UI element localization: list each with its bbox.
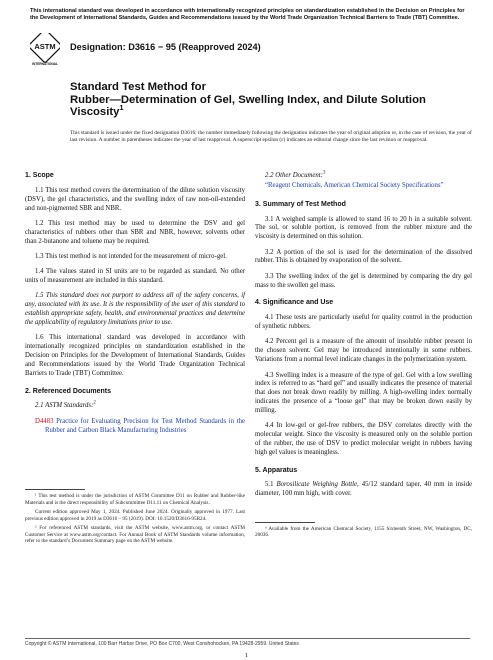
svg-text:INTERNATIONAL: INTERNATIONAL — [32, 62, 58, 66]
para-3-3: 3.3 The swelling index of the gel is determined by comparing the dry gel mass to the swollen gel mass. — [255, 272, 472, 289]
para-1-3: 1.3 This test method is not intended for the measurement of micro-gel. — [35, 252, 227, 260]
para-2-2: 2.2 Other Document:$^3$ — [265, 170, 326, 179]
section-5-heading: 5. Apparatus — [255, 466, 298, 474]
para-1-4: 1.4 The values stated in SI units are to be regarded as standard. No other units of measurement are included in this standard. — [25, 268, 245, 285]
document-title — [70, 81, 470, 119]
para-2-1: 2.1 ASTM Standards:$^2$ — [35, 401, 96, 410]
page-number: 1 — [244, 652, 249, 659]
copyright-footer: Copyright © ASTM International, 100 Barr Harbor Drive, PO Box C700, West Conshohocken, PA 19428-2959. United States — [25, 638, 470, 647]
astm-logo — [30, 33, 60, 67]
footnote-1: ¹ This test method is under the jurisdiction of ASTM Committee D11 on Rubber and Rubber-like Materials and is the direct responsibility of Subcommittee D11.11 on Chemical Analysis. — [25, 493, 245, 506]
para-4-2: 4.2 Percent gel is a measure of the amount of insoluble rubber present in the chosen solvent. Gel may be introduced intentionally in some rubbers. Variations from a normal level indicate changes in the polymerization system. — [255, 338, 472, 364]
para-4-3: 4.3 Swelling index is a measure of the type of gel. Gel with a low swelling index is referred to as “hard gel” and usually indicates the presence of material that does not break down readily by milling. A high-swelling index normally indicates the presence of a “loose gel” that may be broken down easily by milling. — [255, 371, 472, 414]
ref-title-link[interactable]: Practice for Evaluating Precision for Test Method Standards in the Rubber and Carbon Black Manufacturing Industries — [45, 417, 245, 434]
para-1-1: 1.1 This test method covers the determination of the dilute solution viscosity (DSV), the gel characteristics, and the swelling index of raw non-oil-extended and non-pigmented SBR and NBR. — [25, 186, 245, 212]
ref-code-link[interactable]: D4483 — [35, 417, 54, 425]
para-3-1: 3.1 A weighed sample is allowed to stand 16 to 20 h in a suitable solvent. The sol, or soluble portion, is removed from the rubber mixture and the viscosity is determined on this solution. — [255, 215, 472, 241]
para-1-5: 1.5 This standard does not purport to address all of the safety concerns, if any, associated with its use. It is the responsibility of the user of this standard to establish appropriate safety, health, and environmental practices and determine the applicability of regulatory limitations prior to use. — [25, 292, 245, 326]
footnote-rule — [25, 489, 85, 490]
title-line-2: Rubber—Determination of Gel, Swelling Index, and Dilute Solution Viscosity$^1$ — [70, 93, 426, 119]
footnote-1-edition: Current edition approved May 1, 2024. Published June 2024. Originally approved in 1977. Last previous edition approved in 2019 as D3616 – 95 (2019). DOI: 10.1520/D3616-95R24. — [25, 509, 245, 522]
para-4-4: 4.4 In low-gel or gel-free rubbers, the DSV correlates directly with the molecular weight. Since the viscosity is measured only on the soluble portion of the rubber, the use of DSV to predict molecular weight in rubbers having high gel values is meaningless. — [255, 422, 472, 456]
designation: Designation: D3616 − 95 (Reapproved 2024) — [70, 42, 261, 52]
right-column — [255, 172, 472, 542]
svg-text:ASTM: ASTM — [34, 42, 56, 51]
footnote-rule-right — [255, 522, 315, 523]
title-footnote-mark: 1 — [119, 103, 124, 113]
other-document-link[interactable]: “Reagent Chemicals, American Chemical Society Specifications” — [265, 181, 444, 189]
section-3-heading: 3. Summary of Test Method — [255, 200, 346, 208]
tbt-notice: This international standard was developed in accordance with internationally recognized principles on standardization established in the Decision on Principles for the Development of International Standards, Guides and Recommendations issued by the World Trade Organization Technical Barriers to Trade (TBT) Committee. — [30, 8, 465, 21]
section-1-heading: 1. Scope — [25, 172, 54, 179]
section-4-heading: 4. Significance and Use — [255, 299, 334, 307]
title-line-1: Standard Test Method for — [70, 81, 206, 93]
para-5-1: 5.1 Borosilicate Weighing Bottle, 45/12 standard taper, 40 mm in inside diameter, 100 mm high, with cover. — [255, 481, 473, 498]
footnote-3: ³ Available from the American Chemical Society, 1155 Sixteenth Street, NW, Washington, DC, 20036. — [255, 525, 472, 539]
para-1-2: 1.2 This test method may be used to determine the DSV and gel characteristics of rubbers other than SBR and NBR, however, solvents other than 2-butanone and toluene may be required. — [25, 219, 245, 245]
section-2-heading: 2. Referenced Documents — [25, 387, 111, 395]
reference-d4483[interactable] — [25, 418, 245, 436]
footnote-2: ² For referenced ASTM standards, visit the ASTM website, www.astm.org, or contact ASTM Customer Service at www.astm.org/contact. For Annual Book of ASTM Standards volume information, refer to the standard’s Document Summary page on the ASTM website. — [25, 525, 245, 545]
issued-note: This standard is issued under the fixed designation D3616; the number immediately following the designation indicates the year of original adoption or, in the case of revision, the year of last revision. A number in parentheses indicates the year of last reapproval. A superscript epsilon (ε) indicates an editorial change since the last revision or reapproval. — [70, 130, 472, 143]
para-3-2: 3.2 A portion of the sol is used for the determination of the dissolved rubber. This is obtained by evaporation of the solvent. — [255, 248, 472, 265]
left-column — [25, 172, 245, 548]
para-4-1: 4.1 These tests are particularly useful for quality control in the production of synthetic rubbers. — [255, 314, 472, 331]
para-1-6: 1.6 This international standard was developed in accordance with internationally recognized principles on standardization established in the Decision on Principles for the Development of International Standards, Guides and Recommendations issued by the World Trade Organization Technical Barriers to Trade (TBT) Committee. — [25, 334, 245, 377]
